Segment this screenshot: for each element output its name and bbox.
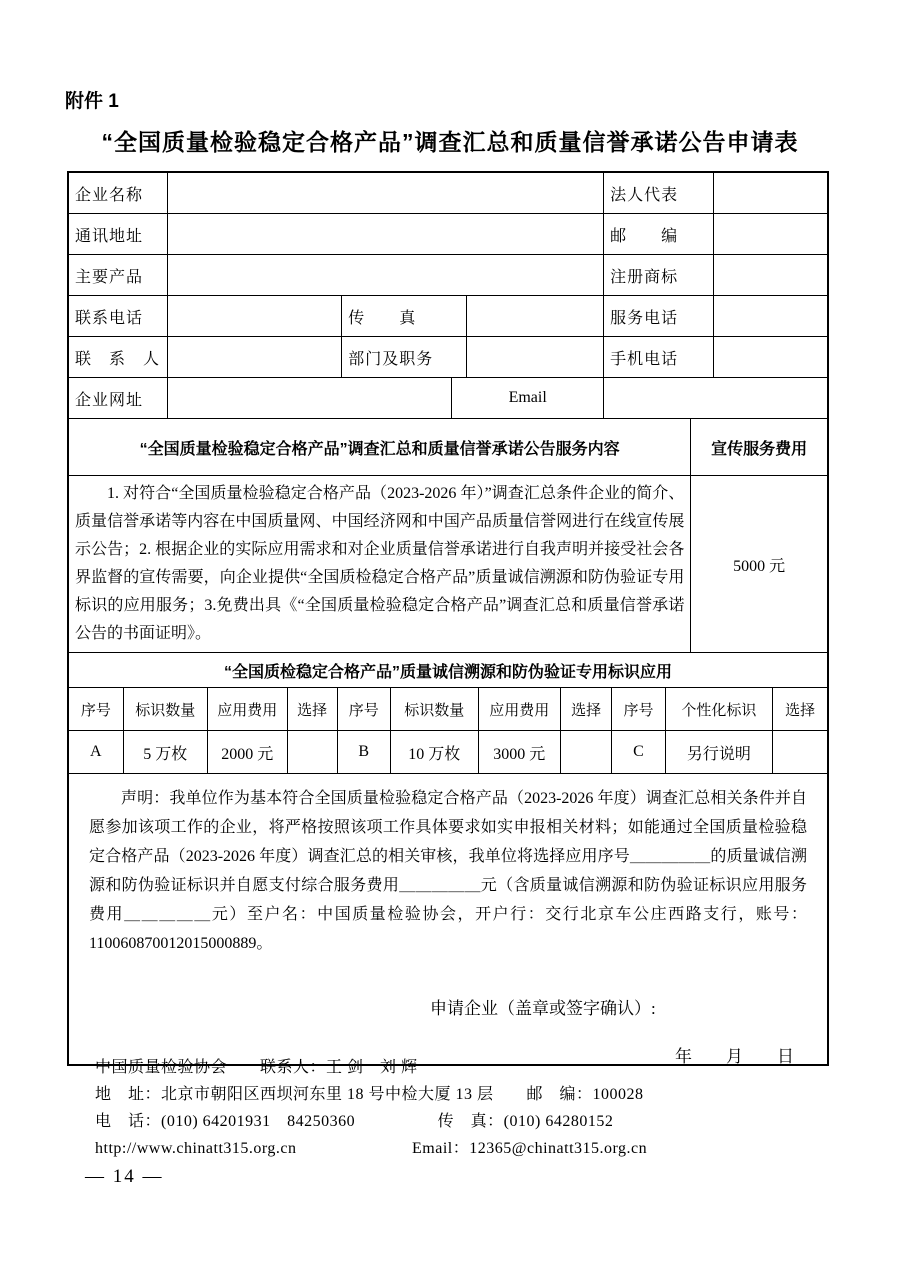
col-header-seq-c: 序号: [612, 688, 665, 731]
legal-rep-field[interactable]: [714, 173, 828, 214]
company-name-label: 企业名称: [69, 173, 168, 214]
col-header-custom-label: 个性化标识: [665, 688, 773, 731]
postal-code-field[interactable]: [714, 214, 828, 255]
page-number: — 14 —: [85, 1166, 164, 1187]
fax-label: 传 真: [342, 296, 467, 337]
option-c-custom: 另行说明: [665, 731, 773, 774]
table-row: [69, 296, 828, 337]
department-title-field[interactable]: [467, 337, 604, 378]
option-c-select-cell[interactable]: [773, 731, 828, 774]
label-options-table: [68, 687, 828, 774]
application-form: [67, 171, 829, 1066]
email-label: Email: [452, 378, 604, 419]
signature-label: 申请企业（盖章或签字确认）:: [430, 999, 656, 1018]
web-email-table: [68, 377, 828, 419]
option-b-select-cell[interactable]: [560, 731, 612, 774]
footer-phone-line: 电 话：(010) 64201931 84250360 传 真：(010) 64280152: [95, 1113, 614, 1130]
option-b-qty: 10 万枚: [390, 731, 478, 774]
col-header-select-b: 选择: [560, 688, 612, 731]
col-header-select-a: 选择: [287, 688, 337, 731]
trademark-label: 注册商标: [604, 255, 714, 296]
table-row: [69, 337, 828, 378]
option-a-select-cell[interactable]: [287, 731, 337, 774]
option-b-fee: 3000 元: [478, 731, 560, 774]
label-section-header: “全国质检稳定合格产品”质量诚信溯源和防伪验证专用标识应用: [69, 653, 828, 688]
legal-rep-label: 法人代表: [604, 173, 714, 214]
table-row: [69, 476, 828, 653]
table-row: [69, 653, 828, 688]
col-header-seq-b: 序号: [337, 688, 390, 731]
date-label: 年 月 日: [675, 1047, 794, 1065]
table-row: [69, 173, 828, 214]
table-row: [69, 214, 828, 255]
table-row: [69, 378, 828, 419]
mobile-phone-label: 手机电话: [604, 337, 714, 378]
contact-person-label: 联 系 人: [69, 337, 168, 378]
contact-info-table: [68, 295, 828, 378]
service-phone-label: 服务电话: [604, 296, 714, 337]
service-content-text: 1. 对符合“全国质量检验稳定合格产品（2023-2026 年）”调查汇总条件企业的简介、质量信誉承诺等内容在中国质量网、中国经济网和中国产品质量信誉网进行在线宣传展示公告；2. 根据企业的实际应用需求和对企业质量信誉承诺进行自我声明并接受社会各界监督的宣传需要，向企业提供“全国质检稳定合格产品”质量诚信溯源和防伪验证专用标识的应用服务；3.免费出具《“全国质量检验稳定合格产品”调查汇总和质量信誉承诺公告的书面证明》。: [75, 485, 685, 642]
table-row: [69, 255, 828, 296]
main-products-label: 主要产品: [69, 255, 168, 296]
page-title: “全国质量检验稳定合格产品”调查汇总和质量信誉承诺公告申请表: [101, 129, 799, 155]
footer-address-line: 地 址：北京市朝阳区西坝河东里 18 号中检大厦 13 层 邮 编：100028: [95, 1086, 644, 1103]
publicity-fee-value: 5000 元: [691, 476, 828, 653]
col-header-fee-b: 应用费用: [478, 688, 560, 731]
postal-code-label: 邮 编: [604, 214, 714, 255]
service-content-table: [68, 418, 828, 653]
col-header-select-c: 选择: [773, 688, 828, 731]
table-row: [69, 688, 828, 731]
footer-association-line: 中国质量检验协会 联系人：王 剑 刘 辉: [95, 1059, 418, 1076]
contact-phone-field[interactable]: [167, 296, 342, 337]
service-content-header: “全国质量检验稳定合格产品”调查汇总和质量信誉承诺公告服务内容: [69, 419, 691, 476]
option-b-seq: B: [337, 731, 390, 774]
fax-field[interactable]: [467, 296, 604, 337]
publicity-fee-header: 宣传服务费用: [691, 419, 828, 476]
company-info-table: [68, 172, 828, 296]
mailing-address-field[interactable]: [167, 214, 603, 255]
col-header-qty-b: 标识数量: [390, 688, 478, 731]
option-a-fee: 2000 元: [207, 731, 287, 774]
website-label: 企业网址: [69, 378, 168, 419]
website-field[interactable]: [167, 378, 452, 419]
table-row: [69, 731, 828, 774]
declaration-text: 声明：我单位作为基本符合全国质量检验稳定合格产品（2023-2026 年度）调查汇总相关条件并自愿参加该项工作的企业，将严格按照该项工作具体要求如实申报相关材料；如能通过全国质量检验稳定合格产品（2023-2026 年度）调查汇总的相关审核，我单位将选择应用序号＿＿＿＿＿的质量诚信溯源和防伪验证标识并自愿支付综合服务费用＿＿＿＿＿元（含质量诚信溯源和防伪验证标识应用服务费用＿＿＿＿＿元）至户名：中国质量检验协会，开户行：交行北京车公庄西路支行，账号：110060870012015000889。: [89, 790, 807, 952]
main-products-field[interactable]: [167, 255, 603, 296]
trademark-field[interactable]: [714, 255, 828, 296]
option-a-qty: 5 万枚: [123, 731, 207, 774]
mailing-address-label: 通讯地址: [69, 214, 168, 255]
declaration-table: [68, 773, 828, 1065]
table-row: [69, 774, 828, 1065]
attachment-label: 附件 1: [65, 91, 119, 112]
contact-person-field[interactable]: [167, 337, 342, 378]
table-row: [69, 419, 828, 476]
option-c-seq: C: [612, 731, 665, 774]
col-header-seq-a: 序号: [69, 688, 124, 731]
company-name-field[interactable]: [167, 173, 603, 214]
department-title-label: 部门及职务: [342, 337, 467, 378]
service-content-cell: [69, 476, 691, 653]
label-section-table: [68, 652, 828, 688]
service-phone-field[interactable]: [714, 296, 828, 337]
mobile-phone-field[interactable]: [714, 337, 828, 378]
email-field[interactable]: [604, 378, 828, 419]
col-header-fee-a: 应用费用: [207, 688, 287, 731]
footer-web-email-line: http://www.chinatt315.org.cn Email：12365@chinatt315.org.cn: [95, 1140, 648, 1157]
declaration-cell: [69, 774, 828, 1065]
col-header-qty-a: 标识数量: [123, 688, 207, 731]
contact-phone-label: 联系电话: [69, 296, 168, 337]
contact-footer: [95, 1054, 835, 1162]
option-a-seq: A: [69, 731, 124, 774]
